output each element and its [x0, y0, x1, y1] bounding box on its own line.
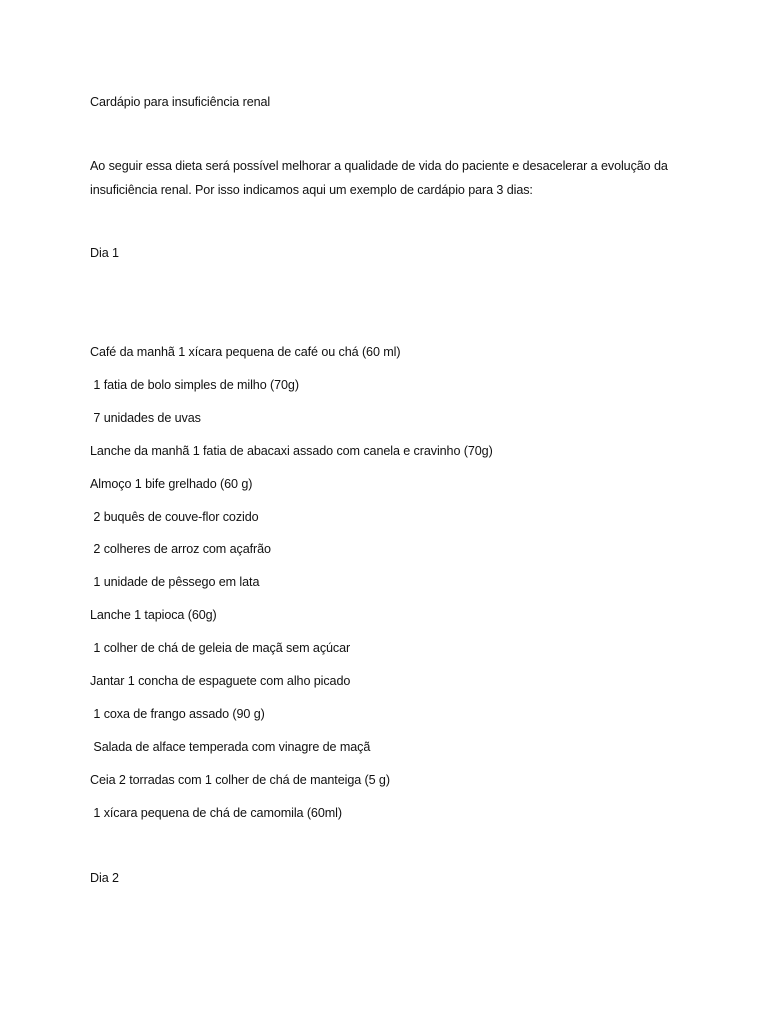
menu-line: 1 unidade de pêssego em lata — [90, 575, 260, 589]
document-title: Cardápio para insuficiência renal — [90, 95, 271, 109]
menu-line: 1 xícara pequena de chá de camomila (60ml) — [90, 806, 342, 820]
intro-paragraph-line-2: insuficiência renal. Por isso indicamos aqui um exemplo de cardápio para 3 dias: — [90, 183, 533, 197]
menu-line: 2 colheres de arroz com açafrão — [90, 542, 271, 556]
menu-line: Lanche da manhã 1 fatia de abacaxi assado com canela e cravinho (70g) — [90, 444, 493, 458]
menu-line: 1 coxa de frango assado (90 g) — [90, 707, 265, 721]
menu-line: 1 colher de chá de geleia de maçã sem açúcar — [90, 641, 351, 655]
intro-paragraph-line-1: Ao seguir essa dieta será possível melhorar a qualidade de vida do paciente e desacelerar a evolução da — [90, 159, 668, 173]
day-2-heading: Dia 2 — [90, 871, 119, 885]
menu-line: Jantar 1 concha de espaguete com alho picado — [90, 674, 351, 688]
day-1-heading: Dia 1 — [90, 246, 119, 260]
menu-line: Ceia 2 torradas com 1 colher de chá de manteiga (5 g) — [90, 773, 390, 787]
menu-line: Lanche 1 tapioca (60g) — [90, 608, 217, 622]
menu-line: 1 fatia de bolo simples de milho (70g) — [90, 378, 299, 392]
menu-line: Salada de alface temperada com vinagre de maçã — [90, 740, 371, 754]
menu-line: 2 buquês de couve-flor cozido — [90, 510, 259, 524]
menu-line: Almoço 1 bife grelhado (60 g) — [90, 477, 253, 491]
menu-line: Café da manhã 1 xícara pequena de café ou chá (60 ml) — [90, 345, 401, 359]
menu-line: 7 unidades de uvas — [90, 411, 201, 425]
